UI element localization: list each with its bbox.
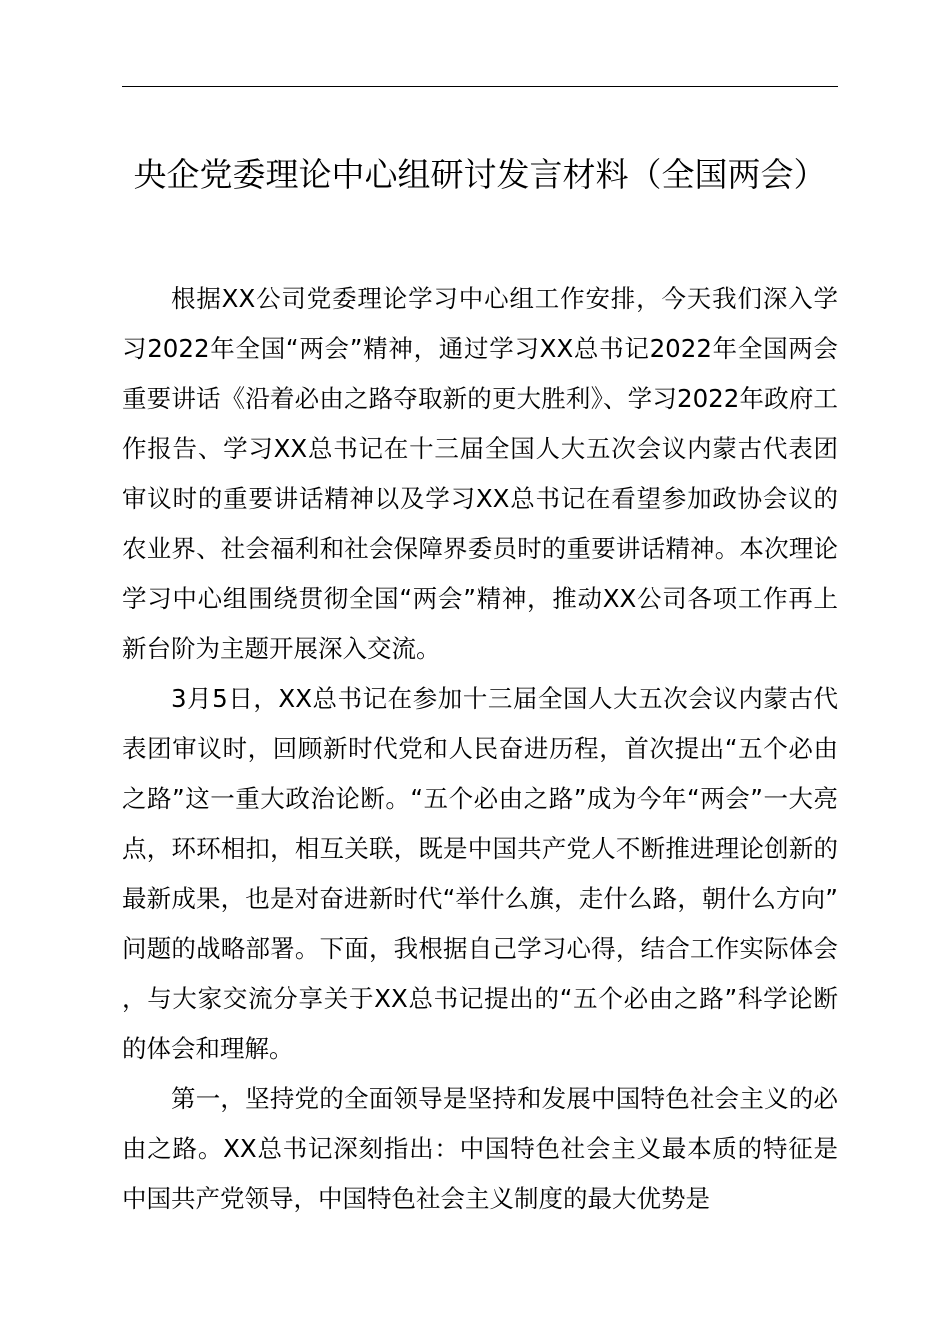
paragraph-first-point: 第一，坚持党的全面领导是坚持和发展中国特色社会主义的必由之路。XX总书记深刻指出：中国特色社会主义最本质的特征是中国共产党领导，中国特色社会主义制度的最大优势是 (122, 1084, 838, 1213)
paragraph-march-5: 3月5日，XX总书记在参加十三届全国人大五次会议内蒙古代表团审议时，回顾新时代党和人民奋进历程，首次提出“五个必由之路”这一重大政治论断。“五个必由之路”成为今年“两会”一大亮点，环环相扣，相互关联，既是中国共产党人不断推进理论创新的最新成果，也是对奋进新时代“举什么旗，走什么路，朝什么方向”问题的战略部署。下面，我根据自己学习心得，结合工作实际体会，与大家交流分享关于XX总书记提出的“五个必由之路”科学论断的体会和理解。 (122, 684, 838, 1063)
paragraph-intro: 根据XX公司党委理论学习中心组工作安排，今天我们深入学习2022年全国“两会”精神，通过学习XX总书记2022年全国两会重要讲话《沿着必由之路夺取新的更大胜利》、学习2022年政府工作报告、学习XX总书记在十三届全国人大五次会议内蒙古代表团审议时的重要讲话精神以及学习XX总书记在看望参加政协会议的农业界、社会福利和社会保障界委员时的重要讲话精神。本次理论学习中心组围绕贯彻全国“两会”精神，推动XX公司各项工作再上新台阶为主题开展深入交流。 (122, 284, 838, 663)
document-title: 央企党委理论中心组研讨发言材料（全国两会） (133, 155, 827, 194)
header-rule (122, 86, 838, 87)
document-body (122, 274, 838, 1224)
